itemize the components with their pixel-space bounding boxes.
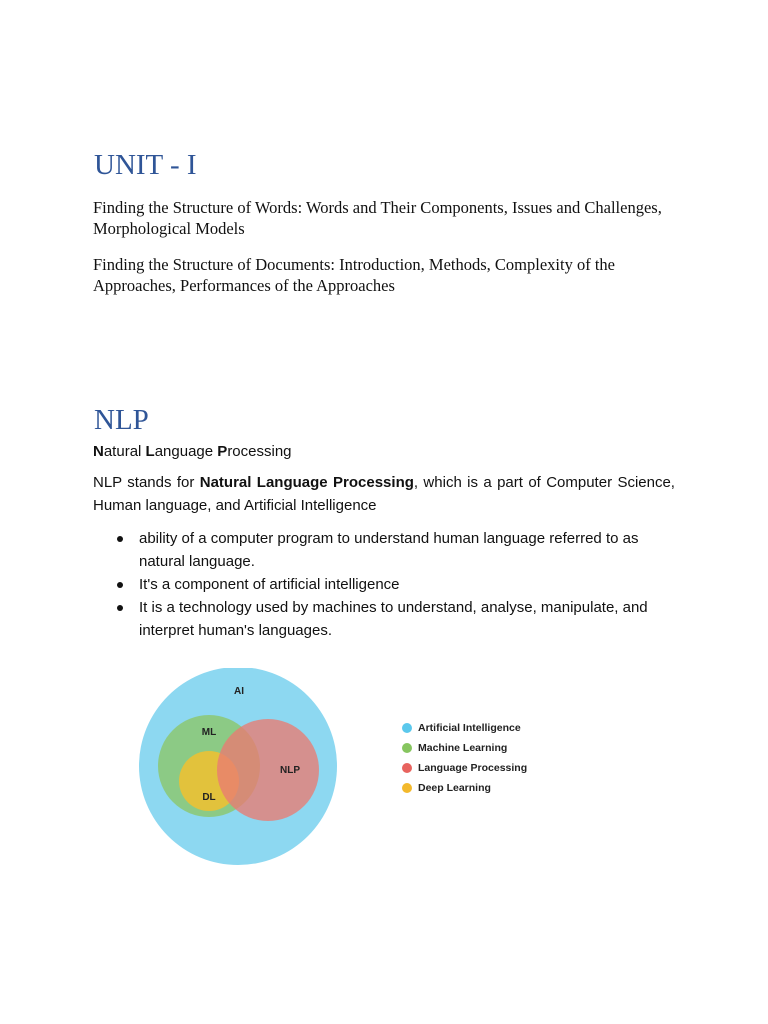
intro-bold-term: Natural Language Processing: [199, 474, 414, 491]
bullet-text: ability of a computer program to understand human language referred to as natural language.: [139, 530, 639, 570]
intro-after: , which is a part of Computer Science, Human language, and Artificial Intelligence: [93, 474, 675, 514]
bullet-text: It's a component of artificial intelligence: [139, 576, 400, 593]
bullet-icon: [117, 536, 123, 542]
nlp-subtitle: [93, 441, 292, 463]
subtitle-rest-n: atural: [103, 443, 146, 460]
legend-label: Artificial Intelligence: [418, 722, 521, 734]
ml-label: ML: [201, 727, 217, 738]
legend-label: Language Processing: [418, 762, 528, 774]
legend-dot-icon: [402, 743, 412, 753]
venn-diagram: [136, 668, 340, 868]
legend-label: Deep Learning: [418, 782, 491, 794]
dl-label: DL: [202, 792, 216, 803]
list-item: [93, 573, 683, 596]
subtitle-initial-l: L: [145, 443, 155, 460]
ai-label: AI: [234, 686, 244, 697]
legend-dot-icon: [402, 723, 412, 733]
nlp-intro: [93, 471, 675, 517]
subtitle-initial-n: N: [93, 443, 104, 460]
nlp-circle: [217, 719, 319, 821]
unit-title: UNIT - I: [94, 149, 197, 181]
subtitle-rest-l: anguage: [154, 443, 218, 460]
legend-dot-icon: [402, 763, 412, 773]
legend-item-dl: [402, 778, 527, 798]
intro-before: NLP stands for: [93, 474, 200, 491]
diagram-legend: [402, 718, 527, 798]
legend-item-ml: [402, 738, 527, 758]
legend-label: Machine Learning: [418, 742, 508, 754]
subtitle-initial-p: P: [217, 443, 228, 460]
nlp-label: NLP: [280, 765, 300, 776]
list-item: [93, 596, 683, 642]
nlp-bullet-list: [93, 527, 683, 642]
nlp-title: NLP: [94, 404, 149, 436]
legend-item-nlp: [402, 758, 527, 778]
legend-dot-icon: [402, 783, 412, 793]
bullet-text: It is a technology used by machines to understand, analyse, manipulate, and interpret human's languages.: [139, 599, 648, 639]
unit-paragraph-words: Finding the Structure of Words: Words and Their Components, Issues and Challenges, Morphological Models: [93, 198, 662, 238]
subtitle-rest-p: rocessing: [227, 443, 292, 460]
legend-item-ai: [402, 718, 527, 738]
bullet-icon: [117, 582, 123, 588]
bullet-icon: [117, 605, 123, 611]
unit-paragraph-documents: Finding the Structure of Documents: Introduction, Methods, Complexity of the Approaches, Performances of the Approaches: [93, 255, 615, 295]
list-item: [93, 527, 683, 573]
